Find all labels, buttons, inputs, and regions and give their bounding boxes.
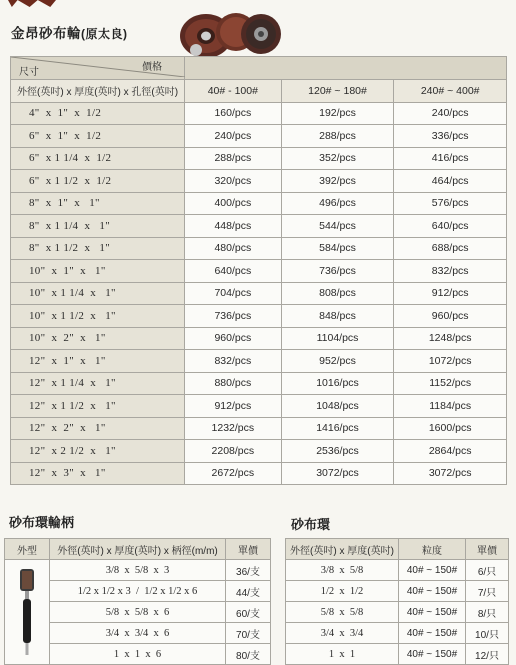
size-cell: 12" x 3" x 1" [11, 462, 185, 485]
page-title-suffix: (原太良) [81, 27, 128, 41]
ring-price-cell: 10/只 [466, 623, 509, 644]
price-cell-grit2: 808/pcs [281, 282, 394, 305]
table-row [11, 260, 507, 283]
table-row [11, 305, 507, 328]
size-cell: 12" x 2 1/2 x 1" [11, 440, 185, 463]
size-cell: 10" x 2" x 1" [11, 327, 185, 350]
handle-dimension-cell: 3/8 x 5/8 x 3 [50, 560, 226, 581]
ring-price-cell: 6/只 [466, 560, 509, 581]
size-cell: 6" x 1 1/2 x 1/2 [11, 170, 185, 193]
table-row [11, 327, 507, 350]
ring-price-cell: 8/只 [466, 602, 509, 623]
ring-price-cell: 7/只 [466, 581, 509, 602]
handle-section-title: 砂布環輪柄 [9, 515, 75, 530]
price-cell-grit1: 288/pcs [185, 147, 282, 170]
handle-price-table [4, 538, 271, 665]
table-row [11, 147, 507, 170]
price-cell-grit1: 448/pcs [185, 215, 282, 238]
price-cell-grit3: 2864/pcs [394, 440, 507, 463]
price-cell-grit2: 192/pcs [281, 102, 394, 125]
size-cell: 12" x 2" x 1" [11, 417, 185, 440]
handle-dimension-cell: 1 x 1 x 6 [50, 644, 226, 665]
ring-grit-cell: 40# ~ 150# [399, 623, 466, 644]
handle-price-cell: 80/支 [226, 644, 271, 665]
size-cell: 10" x 1 1/4 x 1" [11, 282, 185, 305]
table-row [11, 215, 507, 238]
table-row [11, 192, 507, 215]
price-cell-grit3: 688/pcs [394, 237, 507, 260]
price-cell-grit3: 416/pcs [394, 147, 507, 170]
price-cell-grit3: 832/pcs [394, 260, 507, 283]
grit-header-3: 240# ~ 400# [394, 79, 507, 102]
table-row [286, 602, 509, 623]
price-cell-grit2: 496/pcs [281, 192, 394, 215]
ring-col-grit: 粒度 [399, 539, 466, 560]
price-cell-grit3: 1600/pcs [394, 417, 507, 440]
page-title [11, 22, 128, 42]
table-row [11, 372, 507, 395]
price-cell-grit1: 400/pcs [185, 192, 282, 215]
table-row [11, 417, 507, 440]
ring-grit-cell: 40# ~ 150# [399, 581, 466, 602]
table-row [11, 462, 507, 485]
ring-dimension-cell: 1/2 x 1/2 [286, 581, 399, 602]
ring-col-dimension: 外徑(英吋) x 厚度(英吋) [286, 539, 399, 560]
size-cell: 8" x 1 1/2 x 1" [11, 237, 185, 260]
handle-price-cell: 44/支 [226, 581, 271, 602]
price-cell-grit2: 848/pcs [281, 305, 394, 328]
handle-dimension-cell: 3/4 x 3/4 x 6 [50, 623, 226, 644]
ring-dimension-cell: 3/4 x 3/4 [286, 623, 399, 644]
wheel-price-table [10, 56, 507, 485]
handle-dimension-cell: 5/8 x 5/8 x 6 [50, 602, 226, 623]
price-cell-grit3: 240/pcs [394, 102, 507, 125]
price-cell-grit2: 736/pcs [281, 260, 394, 283]
ring-dimension-cell: 1 x 1 [286, 644, 399, 665]
price-cell-grit3: 912/pcs [394, 282, 507, 305]
price-cell-grit2: 288/pcs [281, 125, 394, 148]
size-cell: 12" x 1" x 1" [11, 350, 185, 373]
handle-dimension-cell: 1/2 x 1/2 x 3 / 1/2 x 1/2 x 6 [50, 581, 226, 602]
price-cell-grit2: 544/pcs [281, 215, 394, 238]
price-cell-grit3: 1072/pcs [394, 350, 507, 373]
table-row [286, 644, 509, 665]
ring-grit-cell: 40# ~ 150# [399, 644, 466, 665]
ring-section-title: 砂布環 [291, 517, 331, 532]
size-cell: 4" x 1" x 1/2 [11, 102, 185, 125]
price-cell-grit1: 240/pcs [185, 125, 282, 148]
handle-price-cell: 60/支 [226, 602, 271, 623]
handle-price-cell: 36/支 [226, 560, 271, 581]
handle-col-price: 單價 [226, 539, 271, 560]
price-cell-grit2: 2536/pcs [281, 440, 394, 463]
price-cell-grit1: 320/pcs [185, 170, 282, 193]
price-cell-grit3: 336/pcs [394, 125, 507, 148]
table-row [11, 102, 507, 125]
abrasive-wheels-photo [176, 6, 286, 58]
table-row [11, 395, 507, 418]
size-cell: 12" x 1 1/2 x 1" [11, 395, 185, 418]
size-cell: 10" x 1 1/2 x 1" [11, 305, 185, 328]
header-spacer [185, 57, 507, 80]
dimension-header: 外徑(英吋) x 厚度(英吋) x 孔徑(英吋) [11, 79, 185, 102]
price-cell-grit1: 960/pcs [185, 327, 282, 350]
table-row [11, 282, 507, 305]
handle-price-cell: 70/支 [226, 623, 271, 644]
flap-wheel-handle-icon [5, 561, 49, 661]
handle-col-dimension: 外徑(英吋) x 厚度(英吋) x 柄徑(m/m) [50, 539, 226, 560]
price-cell-grit1: 160/pcs [185, 102, 282, 125]
price-cell-grit2: 1016/pcs [281, 372, 394, 395]
table-row [11, 440, 507, 463]
price-cell-grit2: 1048/pcs [281, 395, 394, 418]
price-cell-grit3: 960/pcs [394, 305, 507, 328]
ring-dimension-cell: 3/8 x 5/8 [286, 560, 399, 581]
price-cell-grit1: 912/pcs [185, 395, 282, 418]
ring-price-table [285, 538, 509, 665]
price-cell-grit3: 576/pcs [394, 192, 507, 215]
price-cell-grit1: 880/pcs [185, 372, 282, 395]
grit-header-2: 120# ~ 180# [281, 79, 394, 102]
ring-grit-cell: 40# ~ 150# [399, 560, 466, 581]
table-row [286, 560, 509, 581]
size-cell: 6" x 1" x 1/2 [11, 125, 185, 148]
price-cell-grit1: 704/pcs [185, 282, 282, 305]
price-cell-grit3: 640/pcs [394, 215, 507, 238]
price-corner-label: 價格 [142, 62, 162, 73]
table-row [286, 623, 509, 644]
handle-tool-image [5, 560, 50, 665]
brand-logo [8, 0, 56, 7]
table-row [286, 581, 509, 602]
size-cell: 8" x 1" x 1" [11, 192, 185, 215]
size-cell: 6" x 1 1/4 x 1/2 [11, 147, 185, 170]
price-cell-grit2: 952/pcs [281, 350, 394, 373]
price-cell-grit3: 464/pcs [394, 170, 507, 193]
price-cell-grit3: 1248/pcs [394, 327, 507, 350]
size-cell: 10" x 1" x 1" [11, 260, 185, 283]
price-cell-grit2: 1104/pcs [281, 327, 394, 350]
price-cell-grit1: 736/pcs [185, 305, 282, 328]
ring-col-price: 單價 [466, 539, 509, 560]
table-row [11, 170, 507, 193]
ring-grit-cell: 40# ~ 150# [399, 602, 466, 623]
table-row [5, 560, 271, 581]
price-cell-grit2: 352/pcs [281, 147, 394, 170]
price-cell-grit1: 832/pcs [185, 350, 282, 373]
price-cell-grit1: 1232/pcs [185, 417, 282, 440]
price-cell-grit3: 1184/pcs [394, 395, 507, 418]
page-title-text: 金昂砂布輪 [11, 26, 81, 41]
table-row [11, 125, 507, 148]
corner-header [11, 57, 185, 80]
price-cell-grit2: 1416/pcs [281, 417, 394, 440]
table-row [11, 237, 507, 260]
price-cell-grit3: 1152/pcs [394, 372, 507, 395]
grit-header-1: 40# - 100# [185, 79, 282, 102]
price-cell-grit1: 480/pcs [185, 237, 282, 260]
price-cell-grit2: 584/pcs [281, 237, 394, 260]
price-cell-grit2: 392/pcs [281, 170, 394, 193]
table-row [11, 350, 507, 373]
price-cell-grit1: 2672/pcs [185, 462, 282, 485]
price-cell-grit1: 640/pcs [185, 260, 282, 283]
ring-price-cell: 12/只 [466, 644, 509, 665]
price-cell-grit3: 3072/pcs [394, 462, 507, 485]
size-cell: 12" x 1 1/4 x 1" [11, 372, 185, 395]
price-cell-grit2: 3072/pcs [281, 462, 394, 485]
size-cell: 8" x 1 1/4 x 1" [11, 215, 185, 238]
price-cell-grit1: 2208/pcs [185, 440, 282, 463]
handle-col-shape: 外型 [5, 539, 50, 560]
ring-dimension-cell: 5/8 x 5/8 [286, 602, 399, 623]
size-corner-label: 尺寸 [19, 67, 39, 78]
